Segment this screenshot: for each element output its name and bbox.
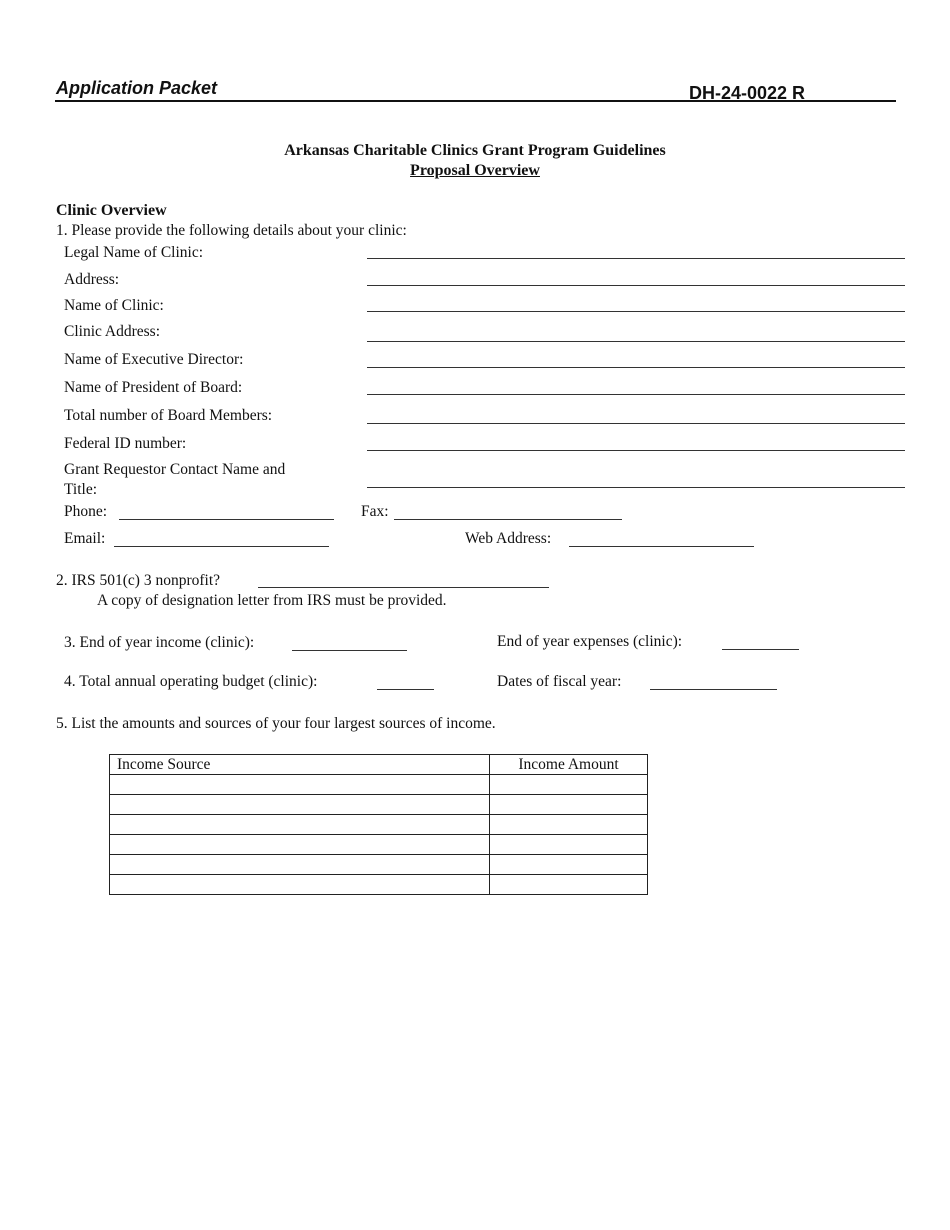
field-label-requestor-contact: Grant Requestor Contact Name and	[64, 461, 286, 478]
email-line[interactable]	[114, 546, 329, 547]
web-address-line[interactable]	[569, 546, 754, 547]
question-2-label: 2. IRS 501(c) 3 nonprofit?	[56, 572, 221, 589]
income-line[interactable]	[292, 650, 407, 651]
document-subtitle: Proposal Overview	[410, 162, 540, 179]
table-row	[110, 875, 648, 895]
income-source-cell[interactable]	[110, 775, 490, 795]
field-line-executive-director[interactable]	[367, 367, 905, 368]
section-heading: Clinic Overview	[56, 202, 167, 219]
field-line-legal-name[interactable]	[367, 258, 905, 259]
income-table	[109, 754, 648, 895]
question-5-label: 5. List the amounts and sources of your four largest sources of income.	[56, 715, 496, 732]
income-source-cell[interactable]	[110, 875, 490, 895]
phone-label: Phone:	[64, 503, 108, 520]
question-1-label: 1. Please provide the following details about your clinic:	[56, 222, 407, 239]
fax-line[interactable]	[394, 519, 622, 520]
field-label-address: Address:	[64, 271, 120, 288]
field-label-federal-id: Federal ID number:	[64, 435, 187, 452]
income-amount-cell[interactable]	[490, 855, 648, 875]
fiscal-year-line[interactable]	[650, 689, 777, 690]
income-amount-cell[interactable]	[490, 875, 648, 895]
expenses-label: End of year expenses (clinic):	[497, 633, 683, 650]
table-row	[110, 835, 648, 855]
income-amount-cell[interactable]	[490, 775, 648, 795]
header-rule	[55, 100, 896, 102]
field-line-federal-id[interactable]	[367, 450, 905, 451]
form-number: DH-24-0022 R	[689, 83, 806, 103]
document-title: Arkansas Charitable Clinics Grant Program Guidelines	[284, 142, 666, 159]
field-line-clinic-address[interactable]	[367, 341, 905, 342]
question-3-label: 3. End of year income (clinic):	[64, 634, 255, 651]
table-row	[110, 855, 648, 875]
table-row	[110, 815, 648, 835]
question-2-note: A copy of designation letter from IRS must be provided.	[97, 592, 447, 609]
field-line-board-members[interactable]	[367, 423, 905, 424]
field-label-legal-name: Legal Name of Clinic:	[64, 244, 204, 261]
field-line-board-president[interactable]	[367, 394, 905, 395]
header-left: Application Packet	[56, 78, 218, 98]
question-4-label: 4. Total annual operating budget (clinic):	[64, 673, 318, 690]
table-header-row	[110, 755, 648, 775]
field-label-executive-director: Name of Executive Director:	[64, 351, 244, 368]
field-line-address[interactable]	[367, 285, 905, 286]
email-label: Email:	[64, 530, 106, 547]
field-label-board-president: Name of President of Board:	[64, 379, 243, 396]
column-header-income-source: Income Source	[110, 755, 490, 775]
income-amount-cell[interactable]	[490, 815, 648, 835]
fax-label: Fax:	[361, 503, 389, 520]
income-amount-cell[interactable]	[490, 835, 648, 855]
income-amount-cell[interactable]	[490, 795, 648, 815]
field-label-clinic-address: Clinic Address:	[64, 323, 161, 340]
field-label-name-of-clinic: Name of Clinic:	[64, 297, 164, 314]
table-row	[110, 795, 648, 815]
phone-line[interactable]	[119, 519, 334, 520]
income-source-cell[interactable]	[110, 855, 490, 875]
budget-line[interactable]	[377, 689, 434, 690]
fiscal-year-label: Dates of fiscal year:	[497, 673, 622, 690]
income-source-cell[interactable]	[110, 815, 490, 835]
column-header-income-amount: Income Amount	[490, 755, 648, 775]
income-source-cell[interactable]	[110, 835, 490, 855]
field-label-board-members: Total number of Board Members:	[64, 407, 273, 424]
expenses-line[interactable]	[722, 649, 799, 650]
field-line-name-of-clinic[interactable]	[367, 311, 905, 312]
question-2-line[interactable]	[258, 587, 549, 588]
field-label-requestor-title: Title:	[64, 481, 98, 498]
field-line-requestor-contact[interactable]	[367, 487, 905, 488]
income-source-cell[interactable]	[110, 795, 490, 815]
web-address-label: Web Address:	[465, 530, 552, 547]
table-row	[110, 775, 648, 795]
